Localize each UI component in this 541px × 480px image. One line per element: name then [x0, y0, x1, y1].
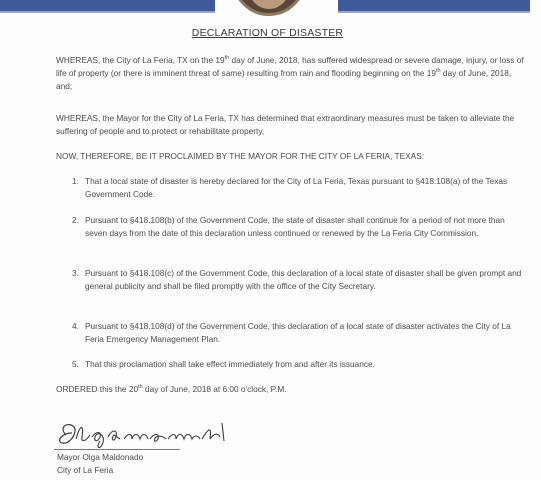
list-item-text: That this proclamation shall take effect immediately from and after its issuance.: [85, 359, 375, 369]
whereas-paragraph-2: WHEREAS, the Mayor for the City of La Feria, TX has determined that extraordinary measures must be taken to alleviate the suffering of people and to protect or rehabilitate property,: [56, 113, 515, 136]
list-item-text: Pursuant to §418.108(b) of the Government Code, the state of disaster shall continue for a period of not more than seven days from the date of this declaration unless continued or renewed by the La Feria City Commission.: [85, 215, 505, 238]
signer-name: Mayor Olga Maldonado: [57, 452, 144, 462]
letterhead-band-right: [338, 0, 530, 13]
list-item: [72, 214, 524, 240]
whereas-1-text-a: WHEREAS, the City of La Feria, TX on the 19: [56, 55, 225, 65]
letterhead-band-left: [0, 0, 215, 13]
whereas-1-text-b: day of June, 2018, has suffered widespread or severe damage, injury, or loss of life of property (or there is imminent threat of same) resulting from rain and flooding beginning on the 19: [56, 55, 524, 78]
list-item: [72, 358, 524, 371]
city-seal: [232, 0, 306, 16]
ordered-line: [56, 383, 526, 396]
list-item-number: 5.: [72, 359, 79, 369]
proclamation-line: NOW, THEREFORE, BE IT PROCLAIMED BY THE MAYOR FOR THE CITY OF LA FERIA, TEXAS:: [56, 151, 425, 161]
whereas-paragraph-1: [56, 54, 526, 93]
list-item-text: Pursuant to §418.108(d) of the Government Code, this declaration of a local state of disaster activates the City of La Feria Emergency Management Plan.: [85, 321, 511, 344]
list-item-number: 3.: [72, 268, 79, 278]
document-title: DECLARATION OF DISASTER: [191, 27, 344, 39]
signature-line: [54, 449, 180, 450]
list-item-text: Pursuant to §418.108(c) of the Government Code, this declaration of a local state of disaster shall be given prompt and general publicity and shall be filed promptly with the office of the City Secretary.: [85, 268, 522, 291]
ordered-text-b: day of June, 2018 at 6:00 o'clock, P.M.: [142, 384, 287, 394]
whereas-1-text-c: day of June, 2018, and;: [56, 68, 512, 91]
signer-organization: City of La Feria: [57, 465, 114, 475]
ordered-text-a: ORDERED this the 20: [56, 384, 139, 394]
ordinal-suffix: th: [436, 68, 441, 75]
ordinal-suffix: th: [138, 384, 143, 391]
list-item: [72, 267, 524, 293]
list-item-number: 4.: [72, 321, 79, 331]
list-item: [72, 320, 524, 346]
city-seal-center: [249, 0, 289, 9]
ordinal-suffix: th: [224, 55, 230, 62]
list-item-number: 1.: [72, 176, 79, 186]
list-item-number: 2.: [72, 215, 79, 225]
list-item: [72, 175, 524, 201]
list-item-text: That a local state of disaster is hereby declared for the City of La Feria, Texas pursuant to §418.108(a) of the Texas Government Code.: [85, 176, 508, 199]
